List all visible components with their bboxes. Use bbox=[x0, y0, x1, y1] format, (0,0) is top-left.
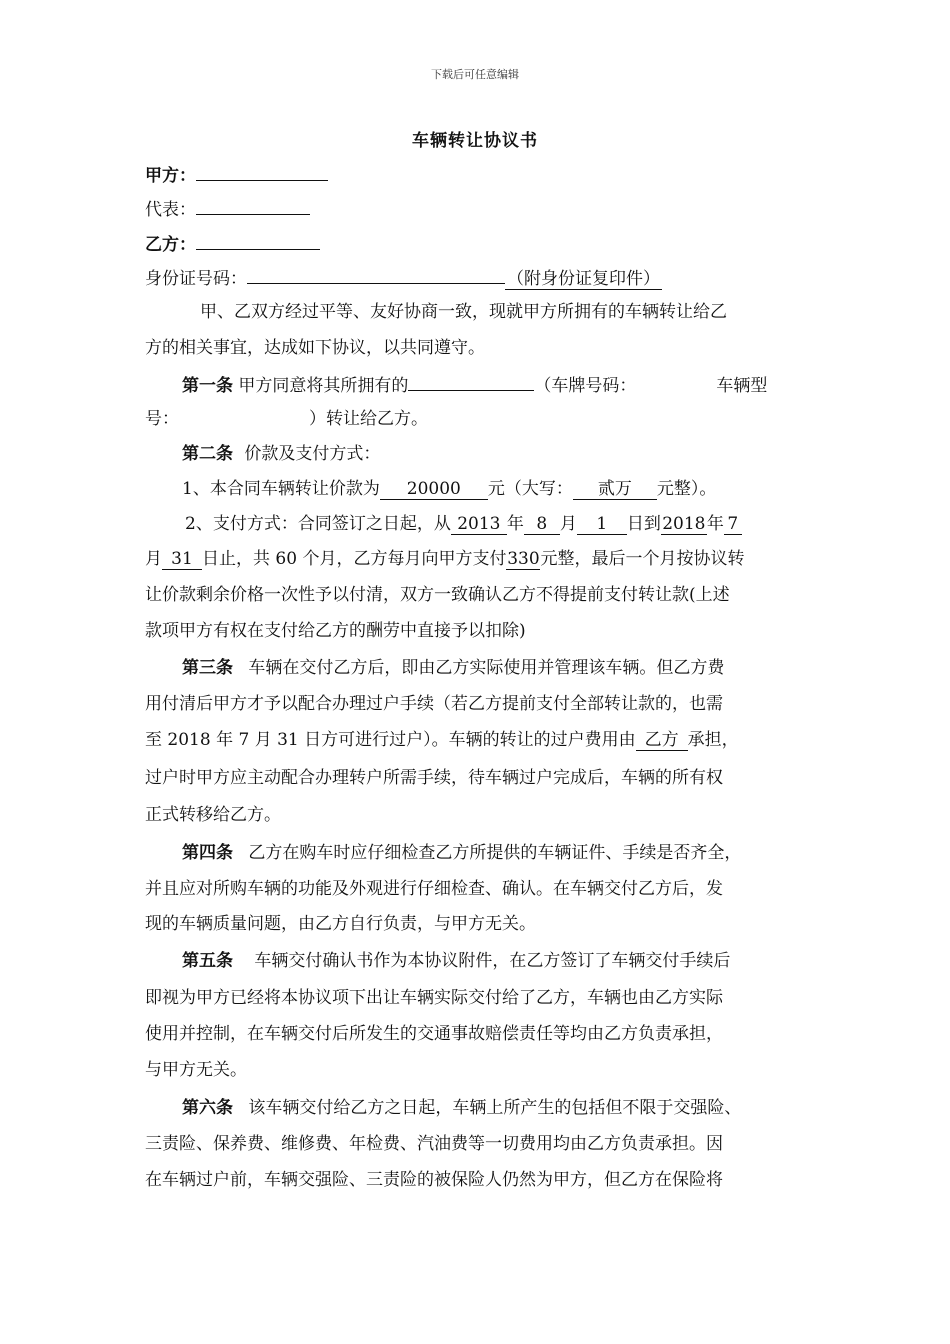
monthly-payment: 330 bbox=[507, 549, 540, 569]
year-unit-2: 年 bbox=[706, 514, 724, 534]
article-5-line-4: 与甲方无关。 bbox=[145, 1060, 247, 1080]
article-6-line-2: 三责险、保养费、维修费、年检费、汽油费等一切费用均由乙方负责承担。因 bbox=[145, 1134, 723, 1154]
article-6-heading: 第六条 bbox=[182, 1098, 233, 1118]
article-5-text-1: 车辆交付确认书作为本协议附件，在乙方签订了车辆交付手续后 bbox=[254, 951, 731, 971]
article-2-text: 价款及支付方式： bbox=[244, 444, 381, 464]
article-2-item-2 bbox=[185, 513, 742, 535]
party-b-blank[interactable] bbox=[196, 231, 320, 250]
transfer-fee-bearer: 乙方 bbox=[636, 730, 688, 751]
article-4-line-2: 并且应对所购车辆的功能及外观进行仔细检查、确认。在车辆交付乙方后，发 bbox=[145, 879, 723, 899]
header-note: 下载后可任意编辑 bbox=[431, 68, 519, 81]
price-suffix: 元整）。 bbox=[656, 479, 717, 499]
month-unit-2: 月 bbox=[145, 549, 162, 569]
article-5-line-1 bbox=[182, 950, 730, 972]
intro-line-2: 方的相关事宜，达成如下协议，以共同遵守。 bbox=[145, 338, 485, 358]
article-1-text-c: 车辆型 bbox=[716, 376, 768, 396]
article-3-text-3a: 至 2018 年 7 月 31 日方可进行过户）。车辆的转让的过户费用由 bbox=[145, 730, 636, 750]
article-2-line-1 bbox=[182, 443, 380, 465]
article-3-line-1 bbox=[182, 657, 724, 679]
article-4-heading: 第四条 bbox=[182, 843, 233, 863]
article-3-line-5: 正式转移给乙方。 bbox=[145, 805, 281, 825]
representative-label: 代表： bbox=[145, 200, 196, 220]
month-unit-1: 月 bbox=[559, 514, 577, 534]
article-3-line-3 bbox=[145, 729, 739, 751]
article-2-item-2-line-3: 让价款剩余价格一次性予以付清，双方一致确认乙方不得提前支付转让款(上述 bbox=[145, 585, 730, 605]
party-a-line bbox=[145, 162, 328, 187]
payment-terms-a: 日止，共 60 个月，乙方每月向甲方支付 bbox=[202, 549, 507, 569]
article-6-text-1: 该车辆交付给乙方之日起，车辆上所产生的包括但不限于交强险、 bbox=[248, 1098, 742, 1118]
end-day: 31 bbox=[162, 549, 202, 570]
price-label: 1、本合同车辆转让价款为 bbox=[182, 479, 380, 499]
id-number-label: 身份证号码： bbox=[145, 269, 247, 289]
start-month: 8 bbox=[524, 514, 560, 535]
payment-terms-b: 元整，最后一个月按协议转 bbox=[540, 549, 745, 569]
representative-line bbox=[145, 196, 310, 221]
id-number-blank[interactable] bbox=[247, 265, 505, 284]
article-1-line2-a: 号： bbox=[145, 409, 179, 429]
end-year: 2018 bbox=[662, 514, 706, 534]
document-title: 车辆转让协议书 bbox=[412, 131, 538, 151]
party-b-line bbox=[145, 231, 320, 256]
article-1-line-1 bbox=[182, 372, 767, 397]
payment-method-label: 2、支付方式：合同签订之日起，从 bbox=[185, 514, 451, 534]
article-3-text-1: 车辆在交付乙方后，即由乙方实际使用并管理该车辆。但乙方费 bbox=[248, 658, 725, 678]
party-a-blank[interactable] bbox=[196, 162, 328, 181]
article-4-line-1 bbox=[182, 842, 741, 864]
article-5-line-2: 即视为甲方已经将本协议项下出让车辆实际交付给了乙方，车辆也由乙方实际 bbox=[145, 988, 723, 1008]
price-cn-value: 贰万 bbox=[573, 479, 657, 500]
article-6-line-3: 在车辆过户前，车辆交强险、三责险的被保险人仍然为甲方，但乙方在保险将 bbox=[145, 1170, 723, 1190]
article-3-heading: 第三条 bbox=[182, 658, 233, 678]
id-number-line bbox=[145, 265, 662, 290]
article-1-text-a: 甲方同意将其所拥有的 bbox=[238, 376, 409, 396]
article-2-item-2-line-4: 款项甲方有权在支付给乙方的酬劳中直接予以扣除) bbox=[145, 621, 526, 641]
article-1-line-2 bbox=[145, 408, 428, 430]
article-1-text-b: （车牌号码： bbox=[534, 376, 637, 396]
vehicle-blank[interactable] bbox=[408, 372, 534, 391]
price-value: 20000 bbox=[380, 479, 488, 500]
article-5-line-3: 使用并控制，在车辆交付后所发生的交通事故赔偿责任等均由乙方负责承担， bbox=[145, 1024, 723, 1044]
article-4-text-1: 乙方在购车时应仔细检查乙方所提供的车辆证件、手续是否齐全， bbox=[248, 843, 742, 863]
intro-line-1: 甲、乙双方经过平等、友好协商一致，现就甲方所拥有的车辆转让给乙 bbox=[200, 302, 727, 322]
article-1-heading: 第一条 bbox=[182, 376, 233, 396]
representative-blank[interactable] bbox=[196, 196, 310, 215]
party-a-label: 甲方： bbox=[145, 166, 196, 186]
to-label: 日到 bbox=[626, 514, 661, 534]
article-2-item-2-line-2 bbox=[145, 548, 744, 570]
article-4-line-3: 现的车辆质量问题，由乙方自行负责，与甲方无关。 bbox=[145, 914, 536, 934]
article-3-line-4: 过户时甲方应主动配合办理转户所需手续，待车辆过户完成后，车辆的所有权 bbox=[145, 768, 723, 788]
start-year: 2013 bbox=[451, 514, 507, 535]
article-2-item-1 bbox=[182, 478, 716, 500]
article-2-heading: 第二条 bbox=[182, 444, 233, 464]
year-unit-1: 年 bbox=[506, 514, 524, 534]
article-5-heading: 第五条 bbox=[182, 951, 233, 971]
article-3-line-2: 用付清后甲方才予以配合办理过户手续（若乙方提前支付全部转让款的，也需 bbox=[145, 694, 723, 714]
article-3-text-3b: 承担， bbox=[687, 730, 739, 750]
price-cn-label: 元（大写： bbox=[487, 479, 573, 499]
start-day: 1 bbox=[577, 514, 627, 535]
article-6-line-1 bbox=[182, 1097, 741, 1119]
article-1-line2-b: ）转让给乙方。 bbox=[309, 409, 428, 429]
id-copy-note: （附身份证复印件） bbox=[507, 269, 660, 289]
end-month: 7 bbox=[724, 514, 742, 535]
party-b-label: 乙方： bbox=[145, 235, 196, 255]
